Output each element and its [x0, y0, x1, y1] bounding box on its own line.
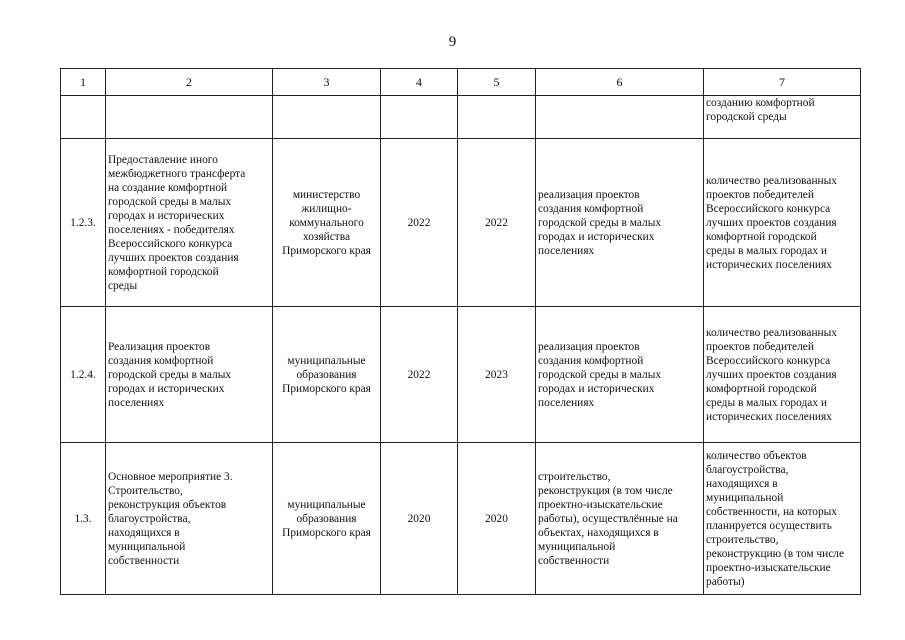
end-year: 2020 — [458, 443, 536, 595]
continuation-row — [61, 96, 861, 139]
header-row — [61, 69, 861, 96]
start-year: 2020 — [381, 443, 458, 595]
header-cell: 6 — [536, 69, 704, 96]
indicator-cell: созданию комфортной городской среды — [704, 96, 861, 139]
header-cell: 3 — [273, 69, 381, 96]
table-row — [61, 307, 861, 443]
header-cell: 5 — [458, 69, 536, 96]
header-cell: 7 — [704, 69, 861, 96]
table-row — [61, 139, 861, 307]
indicator-cell: количество реализованных проектов победителей Всероссийского конкурса лучших проектов создания комфортной городской среды в малых городах и исторических поселениях — [704, 139, 861, 307]
expected-result: строительство, реконструкция (в том числе проектно-изыскательские работы), осуществлённые на объектах, находящихся в муниципальной собственности — [536, 443, 704, 595]
executor: муниципальные образования Приморского края — [273, 443, 381, 595]
start-year: 2022 — [381, 139, 458, 307]
item-number: 1.2.3. — [61, 139, 106, 307]
item-number: 1.2.4. — [61, 307, 106, 443]
measure-name: Предоставление иного межбюджетного трансферта на создание комфортной городской среды в малых городах и исторических поселениях - победителях Всероссийского конкурса лучших проектов создания комфортной городской среды — [106, 139, 273, 307]
table-row — [61, 443, 861, 595]
page-number: 9 — [448, 34, 457, 50]
expected-result: реализация проектов создания комфортной городской среды в малых городах и исторических поселениях — [536, 307, 704, 443]
executor: муниципальные образования Приморского края — [273, 307, 381, 443]
header-cell: 4 — [381, 69, 458, 96]
end-year: 2023 — [458, 307, 536, 443]
indicator-cell: количество объектов благоустройства, находящихся в муниципальной собственности, на которых планируется осуществить строительство, реконструкцию (в том числе проектно-изыскательские работы) — [704, 443, 861, 595]
program-table — [60, 68, 861, 595]
header-cell: 1 — [61, 69, 106, 96]
end-year: 2022 — [458, 139, 536, 307]
start-year: 2022 — [381, 307, 458, 443]
header-cell: 2 — [106, 69, 273, 96]
expected-result: реализация проектов создания комфортной городской среды в малых городах и исторических поселениях — [536, 139, 704, 307]
measure-name: Реализация проектов создания комфортной городской среды в малых городах и исторических поселениях — [106, 307, 273, 443]
executor: министерство жилищно- коммунального хозяйства Приморского края — [273, 139, 381, 307]
item-number: 1.3. — [61, 443, 106, 595]
indicator-cell: количество реализованных проектов победителей Всероссийского конкурса лучших проектов создания комфортной городской среды в малых городах и исторических поселениях — [704, 307, 861, 443]
measure-name: Основное мероприятие 3. Строительство, реконструкция объектов благоустройства, находящихся в муниципальной собственности — [106, 443, 273, 595]
